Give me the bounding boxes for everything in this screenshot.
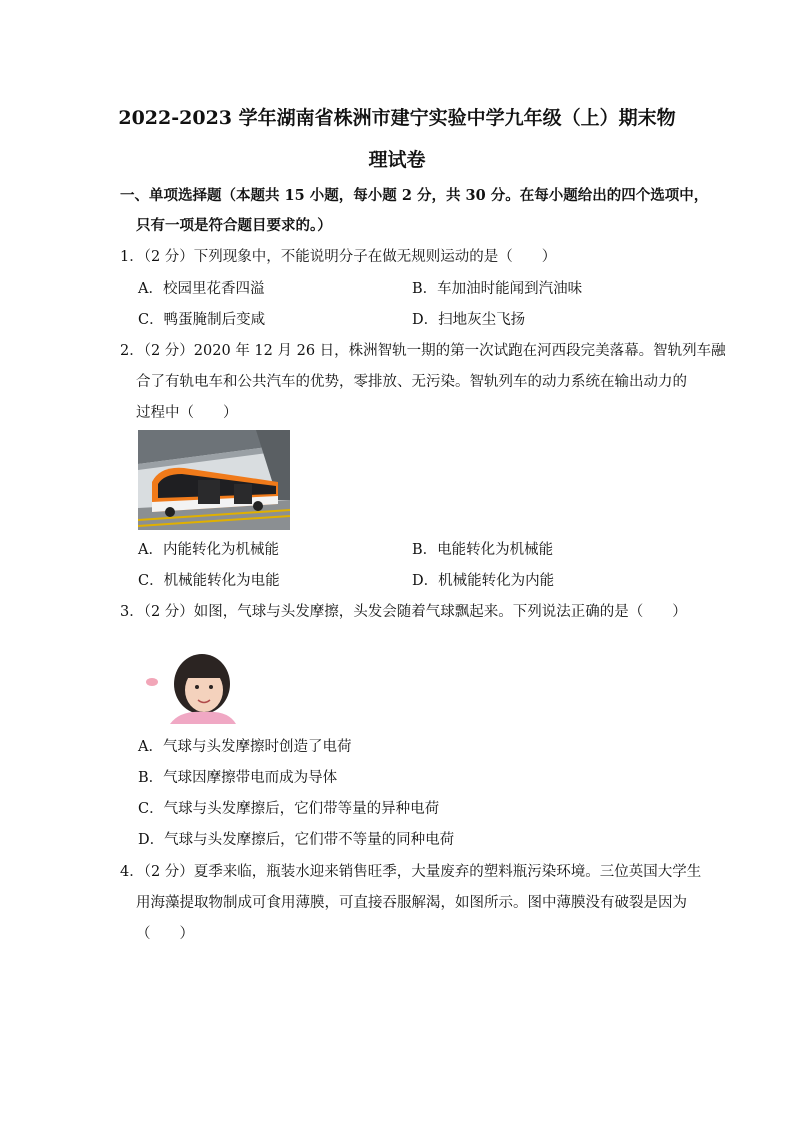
girl-balloon-hair-image [140, 652, 240, 724]
train-illustration [138, 430, 290, 530]
question-1-option-a: A．校园里花香四溢 [138, 281, 265, 297]
question-2-stem-line-1: 2．（2 分）2020 年 12 月 26 日，株洲智轨一期的第一次试跑在河西段完美落幕。智轨列车融 [120, 343, 726, 359]
question-4-stem-line-2: 用海藻提取物制成可食用薄膜，可直接吞服解渴，如图所示。图中薄膜没有破裂是因为 [136, 895, 687, 911]
question-1-option-b: B．车加油时能闻到汽油味 [412, 281, 583, 297]
question-2-option-a: A．内能转化为机械能 [138, 542, 279, 558]
exam-title-line-2: 理试卷 [368, 149, 426, 171]
question-2-stem-line-3: 过程中（ ） [136, 405, 238, 421]
question-4-stem-line-3: （ ） [136, 926, 194, 942]
section-heading-line-2: 只有一项是符合题目要求的。） [136, 217, 332, 234]
question-2-option-c: C．机械能转化为电能 [138, 573, 280, 589]
question-2-option-b: B．电能转化为机械能 [412, 542, 554, 558]
question-1-option-c: C．鸭蛋腌制后变咸 [138, 312, 266, 328]
question-3-option-c: C．气球与头发摩擦后，它们带等量的异种电荷 [138, 801, 440, 817]
question-3-option-d: D．气球与头发摩擦后，它们带不等量的同种电荷 [138, 832, 455, 848]
girl-illustration [140, 652, 240, 724]
question-3-option-b: B．气球因摩擦带电而成为导体 [138, 770, 338, 786]
question-2-option-d: D．机械能转化为内能 [412, 573, 555, 589]
question-3-stem: 3．（2 分）如图，气球与头发摩擦，头发会随着气球飘起来。下列说法正确的是（ ） [120, 604, 687, 620]
question-2-stem-line-2: 合了有轨电车和公共汽车的优势，零排放、无污染。智轨列车的动力系统在输出动力的 [136, 374, 687, 390]
question-1-stem: 1．（2 分）下列现象中，不能说明分子在做无规则运动的是（ ） [120, 249, 557, 265]
section-heading-line-1: 一、单项选择题（本题共 15 小题，每小题 2 分，共 30 分。在每小题给出的四个选项中， [120, 187, 709, 204]
exam-title-line-1: 2022-2023 学年湖南省株洲市建宁实验中学九年级（上）期末物 [118, 107, 676, 129]
question-1-option-d: D．扫地灰尘飞扬 [412, 312, 526, 328]
question-4-stem-line-1: 4．（2 分）夏季来临，瓶装水迎来销售旺季，大量废弃的塑料瓶污染环境。三位英国大学生 [120, 864, 702, 880]
question-3-option-a: A．气球与头发摩擦时创造了电荷 [138, 739, 352, 755]
smart-rail-train-image [138, 430, 290, 530]
